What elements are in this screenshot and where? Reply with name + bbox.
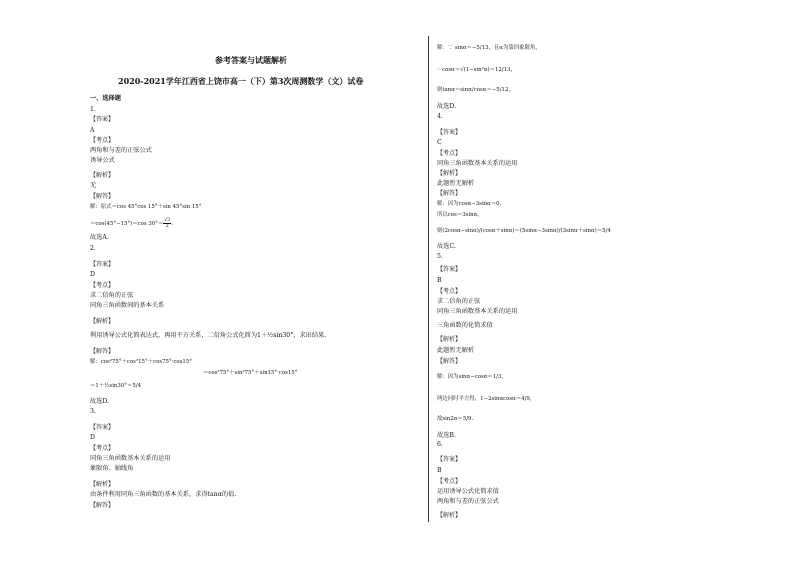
- q6-kaodian-1: 运用诱导公式化简求值: [437, 488, 499, 495]
- q4-analysis: 此题暂无解析: [437, 180, 475, 187]
- q2-kaodian-tag: 【考点】: [90, 282, 115, 289]
- q2-solution-3: ＝1＋½sin30°＝5/4: [90, 383, 142, 389]
- q1-jieda-tag: 【解答】: [90, 193, 115, 200]
- q6-answer: B: [437, 467, 442, 474]
- q2-number: 2.: [90, 245, 96, 252]
- fraction-numerator: √3: [164, 218, 171, 223]
- q1-solution-1: 解：原式＝cos 45°cos 15°＋sin 45°sin 15°: [90, 204, 202, 210]
- q3-solution-1: 解：∵ sinα＝−5/13，且α为第四象限角，: [437, 45, 541, 51]
- q2-jieda-tag: 【解答】: [90, 348, 115, 355]
- q4-kaodian-tag: 【考点】: [437, 150, 462, 157]
- q1-choose: 故选A.: [90, 234, 109, 241]
- q3-solution-3: 则tanα＝sinα/cosα＝−5/12，: [437, 87, 514, 93]
- q1-solution-2-text: ＝cos(45°−15°)＝cos 30°＝: [90, 221, 164, 227]
- q6-kaodian-2: 两角和与差的正弦公式: [437, 498, 499, 505]
- q4-jiexi-tag: 【解析】: [437, 170, 462, 177]
- q5-jieda-tag: 【解答】: [437, 358, 462, 365]
- exam-title: 2020-2021学年江西省上饶市高一（下）第3次周测数学（文）试卷: [118, 76, 364, 86]
- q1-kaodian-tag: 【考点】: [90, 137, 115, 144]
- q5-answer: B: [437, 277, 442, 284]
- fraction-denominator: 2: [165, 224, 169, 229]
- q2-choose: 故选D.: [90, 398, 110, 405]
- q1-jiexi-tag: 【解析】: [90, 172, 115, 179]
- q5-answer-tag: 【答案】: [437, 266, 462, 273]
- q3-jieda-tag: 【解答】: [90, 502, 115, 509]
- q3-kaodian-2: 象限角、轴线角: [90, 465, 134, 472]
- q1-solution-2-end: .: [171, 221, 173, 227]
- q3-choose: 故选D.: [437, 103, 457, 110]
- q1-answer-tag: 【答案】: [90, 116, 115, 123]
- q5-solution-3: 故sin2α＝5/9.: [437, 416, 474, 422]
- q5-analysis: 此题暂无解析: [437, 347, 475, 354]
- q6-number: 6.: [437, 441, 443, 448]
- q3-answer: D: [90, 434, 95, 441]
- q2-answer: D: [90, 271, 95, 278]
- q2-analysis: 利用诱导公式化简表达式，再用平方关系，二倍角公式化简为1＋½sin30°，求出结果.: [90, 332, 327, 339]
- q3-kaodian-1: 同角三角函数基本关系的运用: [90, 455, 171, 462]
- q5-solution-2: 两边同时平方得，1−2sinαcosα＝4/9，: [437, 396, 536, 402]
- q2-kaodian-2: 同角三角函数间的基本关系: [90, 302, 165, 309]
- q2-kaodian-1: 求二倍角的正弦: [90, 292, 134, 299]
- q2-solution-1: 解：cos²75°＋cos²15°＋cos75°·cos15°: [90, 359, 192, 365]
- q5-choose: 故选B.: [437, 432, 456, 439]
- q3-answer-tag: 【答案】: [90, 424, 115, 431]
- q3-analysis: 由条件利用同角三角函数的基本关系，求得tanα的值.: [90, 491, 237, 498]
- q5-number: 5.: [437, 253, 443, 260]
- q1-solution-2: [90, 218, 173, 229]
- q4-answer-tag: 【答案】: [437, 129, 462, 136]
- q5-kaodian-3: 三角函数的化简求值: [437, 322, 493, 329]
- q4-kaodian-1: 同角三角函数基本关系的运用: [437, 160, 518, 167]
- q4-solution-3: 则(2cosα−sinα)/(cosα＋sinα)＝(5sinα−3sinα)/(3sinα＋sinα)＝5/4: [437, 228, 611, 234]
- q4-answer: C: [437, 139, 442, 146]
- q5-solution-1: 解：因为sinα−cosα＝1/3，: [437, 374, 507, 380]
- q4-solution-1: 解：因为cosα−3sinα＝0，: [437, 201, 505, 207]
- q5-kaodian-2: 同角三角函数基本关系的运用: [437, 308, 518, 315]
- q4-jieda-tag: 【解答】: [437, 190, 462, 197]
- q3-number: 3.: [90, 408, 96, 415]
- q1-kaodian-1: 两角和与差的正弦公式: [90, 147, 152, 154]
- q1-answer: A: [90, 127, 95, 134]
- doc-title: 参考答案与试题解析: [215, 55, 287, 65]
- q3-jiexi-tag: 【解析】: [90, 481, 115, 488]
- q5-jiexi-tag: 【解析】: [437, 336, 462, 343]
- q5-kaodian-tag: 【考点】: [437, 288, 462, 295]
- q6-kaodian-tag: 【考点】: [437, 478, 462, 485]
- q2-jiexi-tag: 【解析】: [90, 318, 115, 325]
- q4-number: 4.: [437, 113, 443, 120]
- q1-kaodian-2: 诱导公式: [90, 157, 115, 164]
- q3-solution-2: ∴ cosα＝√(1−sin²α)＝12/13，: [437, 67, 516, 73]
- section-heading: 一、选择题: [90, 95, 121, 102]
- q2-answer-tag: 【答案】: [90, 261, 115, 268]
- q3-kaodian-tag: 【考点】: [90, 445, 115, 452]
- column-divider: [428, 36, 429, 522]
- q1-number: 1.: [90, 106, 96, 113]
- q1-analysis: 无: [90, 182, 97, 189]
- q4-choose: 故选C.: [437, 243, 456, 250]
- q4-solution-2: 所以cos＝3sinα，: [437, 212, 483, 218]
- q5-kaodian-1: 求二倍角的正弦: [437, 298, 481, 305]
- q6-jiexi-tag: 【解析】: [437, 512, 462, 519]
- q2-solution-2: ＝cos²75°＋sin²75°＋sin15°·cos15°: [203, 370, 298, 376]
- q6-answer-tag: 【答案】: [437, 456, 462, 463]
